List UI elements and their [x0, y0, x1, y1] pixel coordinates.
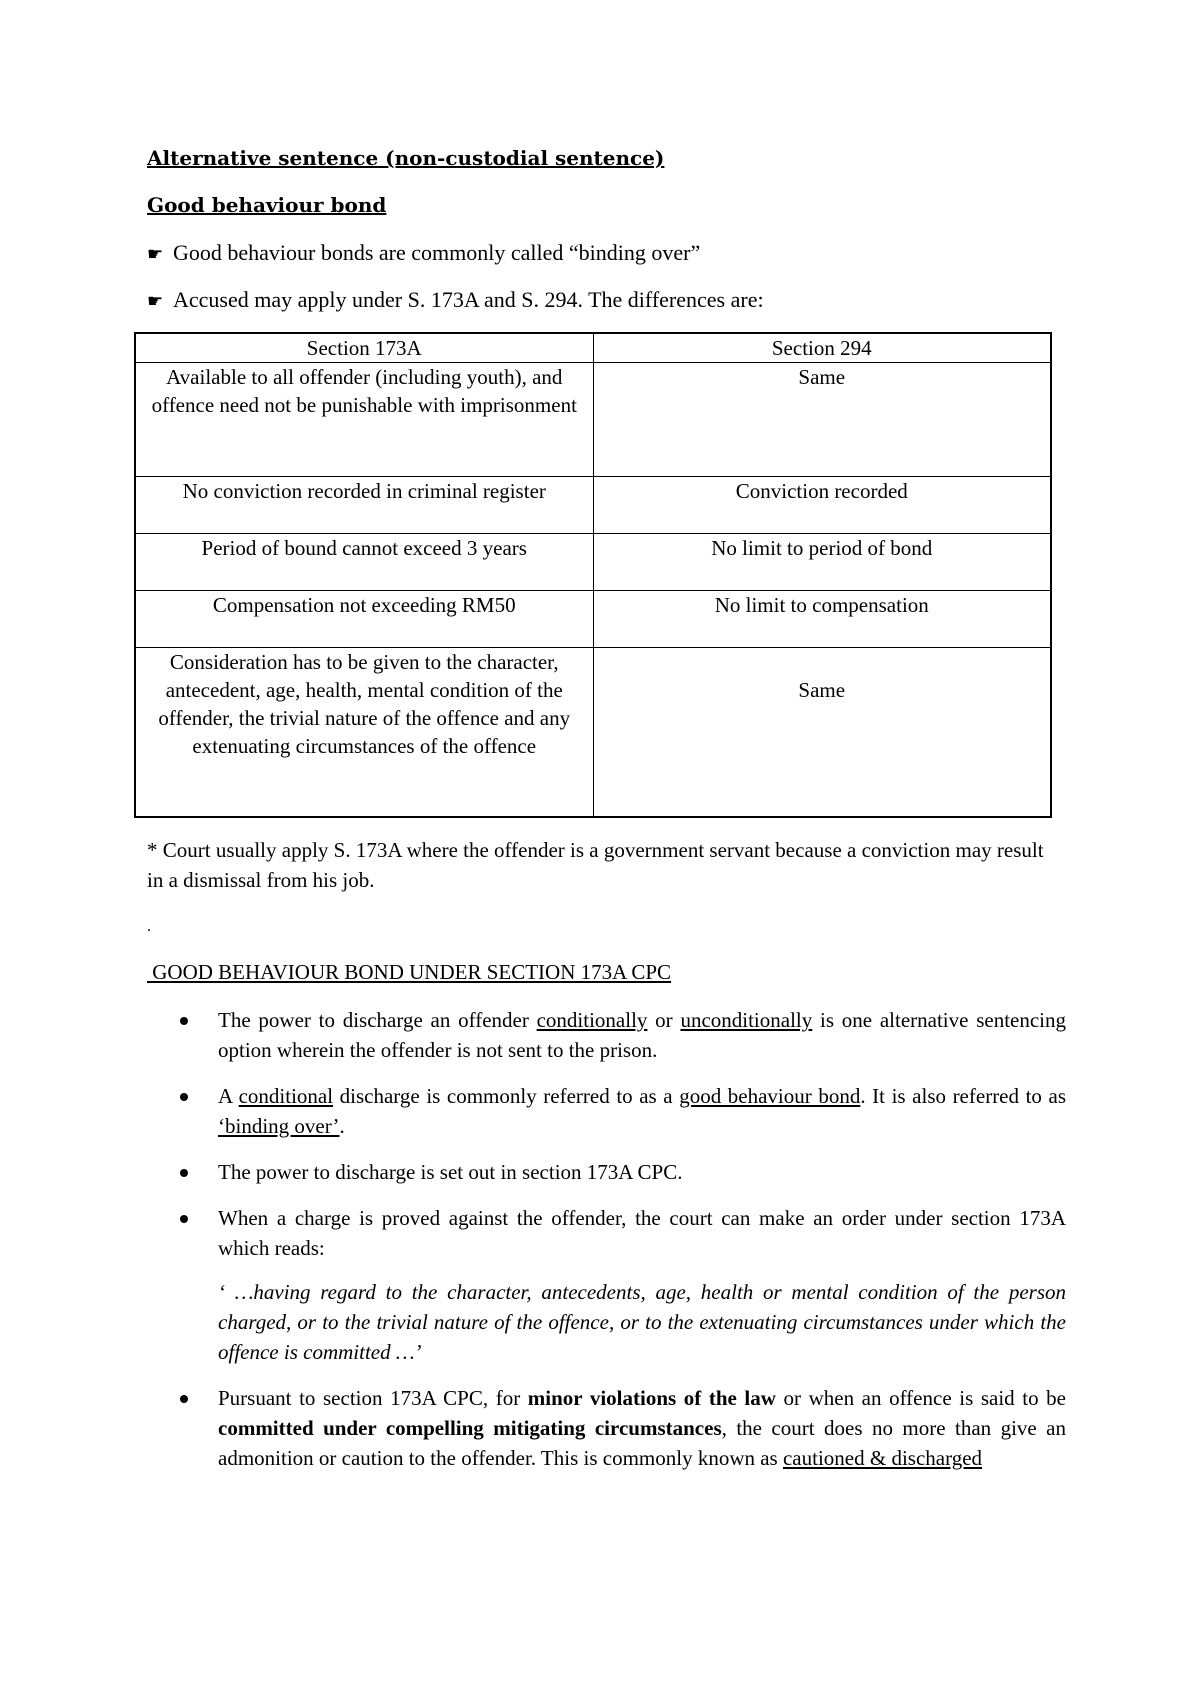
table-row: [135, 534, 1051, 591]
top-bullet-text: Good behaviour bonds are commonly called “binding over”: [173, 240, 701, 265]
table-cell: No limit to period of bond: [593, 534, 1051, 591]
table-row: [135, 363, 1051, 477]
list-item: A conditional discharge is commonly referred to as a good behaviour bond. It is also referred to as ‘binding over’.: [180, 1081, 1066, 1141]
table-cell: Same: [593, 363, 1051, 477]
table-cell: No limit to compensation: [593, 591, 1051, 648]
table-cell: Conviction recorded: [593, 477, 1051, 534]
hand-pointer-icon: ☛: [147, 291, 164, 311]
table-header-row: [135, 333, 1051, 363]
table-cell: Same: [593, 648, 1051, 818]
top-bullet: [147, 240, 700, 266]
comparison-table: [134, 332, 1052, 818]
bullet-dot-icon: [180, 1093, 188, 1101]
list-item: Pursuant to section 173A CPC, for minor violations of the law or when an offence is said to be committed under compelling mitigating circumstances, the court does no more than give an admonition or caution to the offender. This is commonly known as cautioned & discharged: [180, 1383, 1066, 1473]
stray-period: .: [147, 918, 151, 935]
bullet-dot-icon: [180, 1215, 188, 1223]
bullet-dot-icon: [180, 1017, 188, 1025]
table-row: [135, 477, 1051, 534]
section-title: GOOD BEHAVIOUR BOND UNDER SECTION 173A CPC: [147, 960, 672, 984]
table-cell: Consideration has to be given to the character, antecedent, age, health, mental condition of the offender, the trivial nature of the offence and any extenuating circumstances of the offence: [135, 648, 593, 818]
bullet-dot-icon: [180, 1395, 188, 1403]
list-item: When a charge is proved against the offender, the court can make an order under section 173A which reads: ‘ …having regard to the character, antecedents, age, health or mental condition of the person charged, or to the trivial nature of the offence, or to the extenuating circumstances under which the offence is committed …’: [180, 1203, 1066, 1367]
sub-heading: Good behaviour bond: [147, 193, 387, 217]
table-cell: Available to all offender (including youth), and offence need not be punishable with imprisonment: [135, 363, 593, 477]
table-header: Section 294: [593, 333, 1051, 363]
bullet-dot-icon: [180, 1169, 188, 1177]
main-heading: Alternative sentence (non-custodial sentence): [147, 146, 665, 170]
top-bullet: [147, 287, 764, 313]
statute-quote: ‘ …having regard to the character, antecedents, age, health or mental condition of the person charged, or to the trivial nature of the offence, or to the extenuating circumstances under which the offence is committed …’: [218, 1280, 1066, 1364]
table-cell: Compensation not exceeding RM50: [135, 591, 593, 648]
table-row: [135, 648, 1051, 818]
table-header: Section 173A: [135, 333, 593, 363]
table-cell: Period of bound cannot exceed 3 years: [135, 534, 593, 591]
table-cell: No conviction recorded in criminal register: [135, 477, 593, 534]
list-item: The power to discharge is set out in section 173A CPC.: [180, 1157, 1066, 1187]
hand-pointer-icon: ☛: [147, 244, 164, 264]
point-list: [180, 1005, 1066, 1489]
table-row: [135, 591, 1051, 648]
list-item: The power to discharge an offender conditionally or unconditionally is one alternative sentencing option wherein the offender is not sent to the prison.: [180, 1005, 1066, 1065]
footnote: * Court usually apply S. 173A where the offender is a government servant because a conviction may result in a dismissal from his job.: [147, 838, 1044, 892]
top-bullet-text: Accused may apply under S. 173A and S. 294. The differences are:: [173, 287, 764, 312]
